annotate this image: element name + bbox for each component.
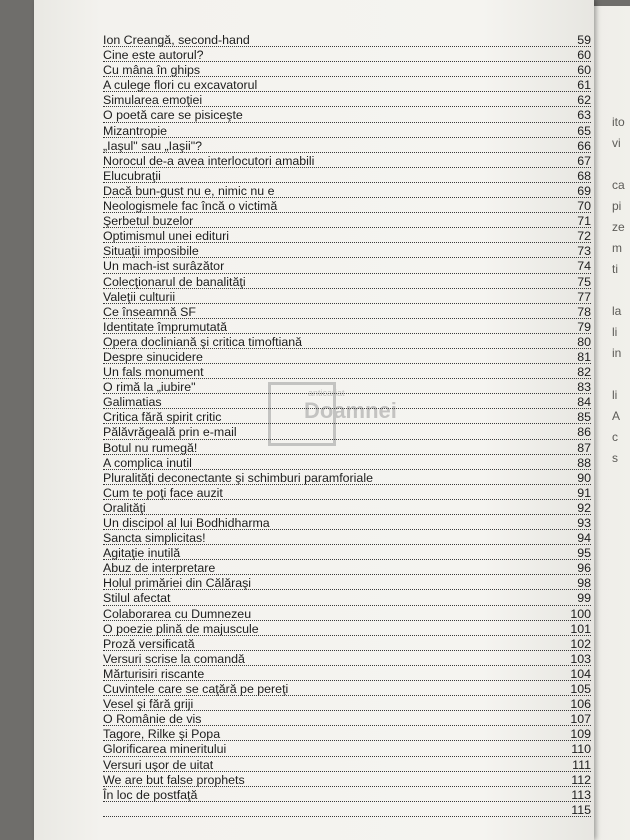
toc-entry [103, 456, 591, 471]
toc-entry-title: Situaţii imposibile [103, 244, 199, 259]
back-page-fragment: vi [612, 136, 621, 150]
toc-entry [103, 78, 591, 93]
toc-entry-title: A culege flori cu excavatorul [103, 78, 258, 93]
toc-entry [103, 305, 591, 320]
toc-entry-title: Oralităţi [103, 500, 146, 515]
toc-entry-page: 107 [570, 712, 591, 727]
back-page-fragment [612, 280, 630, 301]
toc-entry-page: 96 [577, 561, 591, 576]
toc-entry-page: 79 [577, 319, 591, 334]
toc-entry-page: 83 [577, 380, 591, 395]
toc-entry-page: 90 [577, 470, 591, 485]
toc-entry-title: Şerbetul buzelor [103, 214, 194, 229]
toc-entry-title: Simularea emoţiei [103, 93, 203, 108]
watermark-big-text: Doamnei [304, 398, 397, 423]
toc-entry-title: Versuri scrise la comandă [103, 651, 245, 666]
toc-entry-page: 86 [577, 425, 591, 440]
toc-entry [103, 169, 591, 184]
toc-entry-page: 98 [577, 576, 591, 591]
toc-entry-page: 88 [577, 455, 591, 470]
toc-entry [103, 275, 591, 290]
toc-entry-page: 94 [577, 531, 591, 546]
toc-entry-page: 102 [570, 636, 591, 651]
toc-entry-page: 106 [570, 697, 591, 712]
toc-entry-page: 109 [570, 727, 591, 742]
toc-entry [103, 380, 591, 395]
toc-entry-title: Dacă bun-gust nu e, nimic nu e [103, 183, 275, 198]
toc-entry-title: Abuz de interpretare [103, 561, 216, 576]
toc-entry-title: Agitaţie inutilă [103, 546, 181, 561]
toc-entry-title: Opera docliniană şi critica timoftiană [103, 334, 303, 349]
toc-entry-title: O poetă care se pisiceşte [103, 108, 243, 123]
toc-entry [103, 108, 591, 123]
toc-entry [103, 561, 591, 576]
toc-entry-page: 113 [571, 787, 591, 802]
back-page-fragment: la [612, 304, 622, 318]
toc-entry-title: Pluralităţi deconectante şi schimburi paramforiale [103, 470, 373, 485]
back-page-fragment: ze [612, 220, 625, 234]
toc-entry-title: Un mach-ist surâzător [103, 259, 225, 274]
toc-entry-title: Optimismul unei edituri [103, 229, 230, 244]
leader-dots [103, 182, 591, 183]
toc-entry [103, 652, 591, 667]
toc-entry [103, 350, 591, 365]
toc-entry-title: Colecţionarul de banalităţi [103, 274, 246, 289]
toc-entry [103, 546, 591, 561]
toc-entry-page: 92 [577, 500, 591, 515]
toc-entry-page: 99 [577, 591, 591, 606]
toc-entry-title: În loc de postfaţă [103, 787, 198, 802]
toc-entry-page: 103 [570, 651, 591, 666]
toc-entry-title: Stilul afectat [103, 591, 171, 606]
toc-entry-page: 77 [577, 289, 591, 304]
toc-entry [103, 214, 591, 229]
toc-entry [103, 48, 591, 63]
back-page-fragment [612, 364, 630, 385]
back-page-fragment: ti [612, 262, 618, 276]
toc-entry-page: 68 [577, 168, 591, 183]
toc-entry-page: 65 [577, 123, 591, 138]
toc-entry-title: Pălăvrăgeală prin e-mail [103, 425, 237, 440]
toc-entry-page: 66 [577, 138, 591, 153]
toc-entry [103, 93, 591, 108]
toc-entry [103, 259, 591, 274]
toc-entry-page: 95 [577, 546, 591, 561]
toc-entry [103, 441, 591, 456]
toc-entry [103, 531, 591, 546]
toc-entry [103, 501, 591, 516]
toc-entry-title: We are but false prophets [103, 772, 245, 787]
toc-entry [103, 486, 591, 501]
toc-entry [103, 803, 591, 818]
toc-entry [103, 788, 591, 803]
toc-entry-page: 112 [571, 772, 591, 787]
toc-entry-title: Critica fără spirit critic [103, 410, 222, 425]
toc-entry-page: 115 [571, 802, 591, 817]
leader-dots [103, 303, 591, 304]
toc-entry [103, 33, 591, 48]
toc-entry [103, 697, 591, 712]
toc-entry-title: Cum te poţi face auzit [103, 485, 223, 500]
toc-entry-title: Botul nu rumegă! [103, 440, 198, 455]
leader-dots [103, 137, 591, 138]
toc-entry-title: Ce înseamnă SF [103, 304, 196, 319]
toc-entry-title: Elucubraţii [103, 168, 161, 183]
toc-entry-page: 69 [577, 183, 591, 198]
toc-entry-title: Mărturisiri riscante [103, 666, 205, 681]
toc-entry-page: 75 [577, 274, 591, 289]
toc-entry-title: O Românie de vis [103, 712, 202, 727]
leader-dots [103, 408, 591, 409]
toc-entry [103, 576, 591, 591]
toc-entry-page: 71 [577, 214, 591, 229]
toc-entry-page: 91 [577, 485, 591, 500]
toc-entry-title: Ion Creangă, second-hand [103, 33, 250, 47]
toc-entry-title: Norocul de-a avea interlocutori amabili [103, 153, 315, 168]
back-page-text [612, 112, 630, 469]
toc-entry-page: 100 [570, 606, 591, 621]
toc-entry-page: 67 [577, 153, 591, 168]
toc-entry-title: O poezie plină de majuscule [103, 621, 259, 636]
back-page-fragment: pi [612, 199, 622, 213]
toc-entry [103, 622, 591, 637]
toc-entry-title: Glorificarea mineritului [103, 742, 227, 757]
toc-entry-page: 80 [577, 334, 591, 349]
toc-entry-page: 73 [577, 244, 591, 259]
toc-entry-title: Holul primăriei din Călăraşi [103, 576, 252, 591]
toc-entry-title: Cu mâna în ghips [103, 63, 201, 78]
toc-entry [103, 516, 591, 531]
toc-entry-page: 81 [577, 349, 591, 364]
toc-entry-page: 62 [577, 93, 591, 108]
toc-entry-title: „Iaşul" sau „Iaşii"? [103, 138, 203, 153]
toc-entry [103, 742, 591, 757]
toc-entry [103, 290, 591, 305]
toc-entry-page: 87 [577, 440, 591, 455]
toc-entry-page: 85 [577, 410, 591, 425]
toc-entry [103, 727, 591, 742]
toc-entry [103, 682, 591, 697]
toc-entry-page: 70 [577, 199, 591, 214]
back-page-fragment: m [612, 241, 622, 255]
back-page-fragment: in [612, 346, 622, 360]
toc-entry-title: Cuvintele care se caţără pe pereţi [103, 682, 289, 697]
watermark-small-text: anticariat [308, 388, 345, 398]
toc-entry [103, 637, 591, 652]
toc-entry [103, 335, 591, 350]
toc-entry-title: Valeţii culturii [103, 289, 176, 304]
toc-entry [103, 229, 591, 244]
toc-entry-page: 78 [577, 304, 591, 319]
toc-entry-title: Identitate împrumutată [103, 319, 227, 334]
toc-entry [103, 471, 591, 486]
table-of-contents [103, 33, 591, 818]
back-page-fragment: A [612, 409, 621, 423]
toc-entry-page: 82 [577, 365, 591, 380]
toc-entry-title: Vesel şi fără griji [103, 697, 194, 712]
toc-entry-title: Neologismele fac încă o victimă [103, 199, 278, 214]
toc-entry-title: Despre sinucidere [103, 349, 203, 364]
toc-entry [103, 244, 591, 259]
toc-entry-title: Un discipol al lui Bodhidharma [103, 516, 270, 530]
back-page-fragment: ca [612, 178, 625, 192]
toc-entry [103, 773, 591, 788]
toc-entry [103, 712, 591, 727]
toc-entry-title: Galimatias [103, 395, 162, 410]
back-page-fragment: s [612, 451, 618, 465]
toc-entry [103, 124, 591, 139]
toc-entry [103, 607, 591, 622]
toc-entry-page: 93 [577, 516, 591, 530]
back-page-fragment [612, 154, 630, 175]
toc-entry-title: Versuri uşor de uitat [103, 757, 214, 772]
toc-entry-title: Cine este autorul? [103, 48, 204, 63]
leader-dots [103, 816, 591, 817]
toc-entry [103, 591, 591, 606]
leader-dots [103, 605, 591, 606]
toc-entry [103, 667, 591, 682]
toc-entry-page: 104 [570, 666, 591, 681]
toc-entry [103, 320, 591, 335]
toc-entry-page: 101 [570, 621, 591, 636]
toc-entry-title: Mizantropie [103, 123, 168, 138]
back-page-fragment: ito [612, 115, 625, 129]
toc-entry-page: 74 [577, 259, 591, 274]
toc-entry-page: 105 [570, 682, 591, 697]
toc-entry [103, 425, 591, 440]
toc-entry-page: 84 [577, 395, 591, 410]
toc-entry-page: 63 [577, 108, 591, 123]
toc-entry [103, 154, 591, 169]
toc-entry-page: 61 [577, 78, 591, 93]
back-page-fragment: li [612, 388, 618, 402]
toc-entry-title: Proză versificată [103, 636, 195, 651]
toc-entry [103, 758, 591, 773]
toc-entry [103, 199, 591, 214]
back-page-fragment: c [612, 430, 618, 444]
toc-entry [103, 395, 591, 410]
toc-entry-title: Sancta simplicitas! [103, 531, 206, 546]
toc-entry-page: 60 [577, 48, 591, 63]
toc-entry-title: Tagore, Rilke şi Popa [103, 727, 221, 742]
toc-entry-page: 59 [577, 33, 591, 47]
toc-entry-title: Colaborarea cu Dumnezeu [103, 606, 252, 621]
toc-entry [103, 184, 591, 199]
leader-dots [103, 514, 591, 515]
toc-entry [103, 365, 591, 380]
toc-entry-page: 60 [577, 63, 591, 78]
toc-entry [103, 63, 591, 78]
toc-entry-title: Un fals monument [103, 365, 204, 380]
toc-entry-title: A complica inutil [103, 455, 192, 470]
toc-entry [103, 139, 591, 154]
toc-entry-page: 72 [577, 229, 591, 244]
toc-entry-page: 110 [571, 742, 591, 757]
toc-entry [103, 410, 591, 425]
back-page-fragment: li [612, 325, 618, 339]
toc-entry-page: 111 [572, 757, 591, 772]
toc-entry-title: O rimă la „iubire" [103, 380, 196, 395]
